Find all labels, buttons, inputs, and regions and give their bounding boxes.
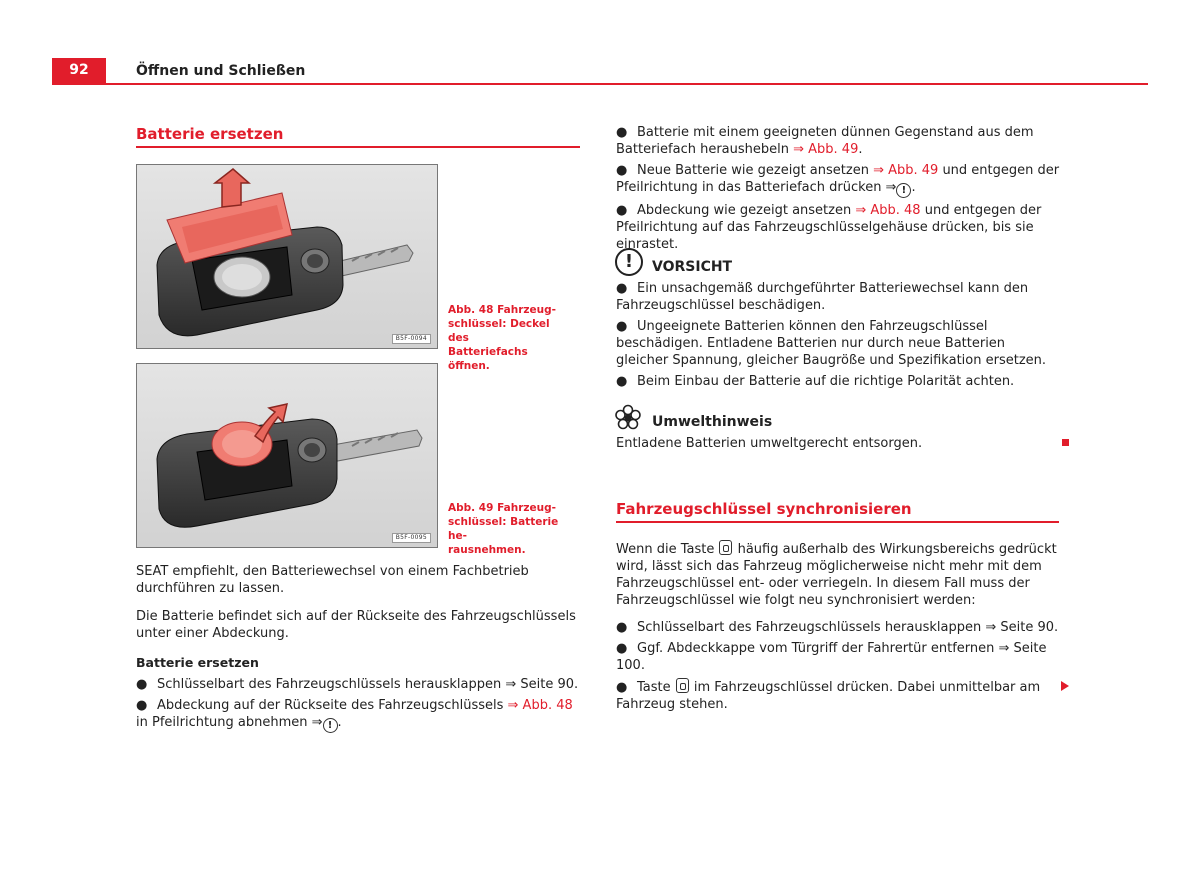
- step-text: Taste: [637, 680, 675, 695]
- environment-text: Entladene Batterien umweltgerecht entsorgen.: [616, 436, 923, 451]
- section-title-sync: Fahrzeugschlüssel synchronisieren: [616, 500, 912, 518]
- sync-intro-text: häufig außerhalb des Wirkungsbereichs gedrückt wird, lässt sich das Fahrzeug möglicherweise nicht mehr mit dem Fahrzeugschlüssel ent- oder verriegeln. In diesem Fall muss der Fahrzeugschlüssel wie folgt neu synchronisiert werden:: [616, 542, 1057, 608]
- figure-code: B5F-0094: [392, 334, 431, 344]
- step-text: .: [858, 142, 863, 157]
- end-square-icon: [1062, 439, 1069, 446]
- exclamation-circle-icon: !: [323, 718, 338, 733]
- list-item: [616, 373, 1060, 390]
- step-text: und entgegen der Pfeilrichtung in das Batteriefach drücken ⇒: [616, 163, 1060, 195]
- continue-arrow-icon: [1061, 681, 1069, 691]
- page-number: 92: [69, 62, 89, 78]
- step-text: in Pfeilrichtung abnehmen ⇒: [136, 715, 323, 730]
- step-text: Ggf. Abdeckkappe vom Türgriff der Fahrertür entfernen ⇒ Seite 100.: [616, 641, 1047, 673]
- bullet-icon: ●: [616, 281, 628, 296]
- warning-list: [616, 280, 1060, 394]
- list-item: [616, 162, 1060, 198]
- step-text: .: [911, 180, 916, 195]
- paragraph-battery-location: Die Batterie befindet sich auf der Rückseite des Fahrzeugschlüssels unter einer Abdeckung.: [136, 609, 576, 641]
- key-remove-battery-illustration: [137, 364, 437, 547]
- page-title: Öffnen und Schließen: [136, 63, 306, 79]
- list-item: [616, 124, 1060, 158]
- figure-49-caption: [448, 501, 568, 557]
- caption-line: Batteriefachs öffnen.: [448, 346, 528, 372]
- caption-line: rausnehmen.: [448, 544, 526, 556]
- caption-line: schlüssel: Deckel des: [448, 318, 550, 344]
- key-open-cover-illustration: [137, 165, 437, 348]
- warning-title: VORSICHT: [652, 259, 733, 275]
- list-item: [616, 619, 1060, 636]
- bullet-icon: ●: [616, 620, 628, 635]
- battery-steps-continued: [616, 124, 1060, 257]
- bullet-icon: ●: [616, 319, 628, 334]
- figure-49: [136, 363, 438, 548]
- bullet-icon: ●: [616, 680, 628, 695]
- list-item: [616, 202, 1060, 253]
- environment-title: Umwelthinweis: [652, 414, 773, 430]
- step-text: und entgegen der Pfeilrichtung auf das Fahrzeugschlüsselgehäuse drücken, bis sie einrastet.: [616, 203, 1042, 252]
- battery-steps-list: [136, 676, 580, 737]
- list-item: [616, 640, 1060, 674]
- flower-icon: [614, 404, 642, 432]
- list-item: [136, 697, 580, 733]
- section-title-battery: Batterie ersetzen: [136, 125, 284, 143]
- exclamation-circle-icon: !: [896, 183, 911, 198]
- warning-text: Ein unsachgemäß durchgeführter Batteriewechsel kann den Fahrzeugschlüssel beschädigen.: [616, 281, 1029, 313]
- section-rule: [616, 521, 1059, 523]
- list-item: [616, 318, 1060, 369]
- sync-intro-text: Wenn die Taste: [616, 542, 719, 557]
- step-text: Batterie mit einem geeigneten dünnen Gegenstand aus dem Batteriefach heraushebeln: [616, 125, 1034, 157]
- figure-reference-link[interactable]: ⇒ Abb. 49: [873, 163, 939, 178]
- step-text: Abdeckung auf der Rückseite des Fahrzeugschlüssels: [157, 698, 508, 713]
- step-text: Neue Batterie wie gezeigt ansetzen: [637, 163, 874, 178]
- step-text: im Fahrzeugschlüssel drücken. Dabei unmittelbar am Fahrzeug stehen.: [616, 680, 1041, 712]
- caption-line: Abb. 48 Fahrzeug-: [448, 304, 556, 316]
- figure-48: [136, 164, 438, 349]
- section-rule: [136, 146, 580, 148]
- step-text: Schlüsselbart des Fahrzeugschlüssels herausklappen ⇒ Seite 90.: [637, 620, 1059, 635]
- steps-heading: Batterie ersetzen: [136, 655, 259, 670]
- bullet-icon: ●: [616, 163, 628, 178]
- warning-icon: !: [615, 248, 643, 276]
- bullet-icon: ●: [136, 677, 148, 692]
- figure-reference-link[interactable]: ⇒ Abb. 49: [793, 142, 859, 157]
- bullet-icon: ●: [136, 698, 148, 713]
- caption-line: Abb. 49 Fahrzeug-: [448, 502, 556, 514]
- bullet-icon: ●: [616, 125, 628, 140]
- figure-code: B5F-0095: [392, 533, 431, 543]
- bullet-icon: ●: [616, 203, 628, 218]
- lock-key-icon: [676, 678, 689, 693]
- bullet-icon: ●: [616, 641, 628, 656]
- bullet-icon: ●: [616, 374, 628, 389]
- step-text: .: [337, 715, 342, 730]
- paragraph-recommendation: SEAT empfiehlt, den Batteriewechsel von einem Fachbetrieb durchführen zu lassen.: [136, 564, 529, 596]
- sync-intro: [616, 540, 1060, 609]
- list-item: [616, 678, 1060, 713]
- list-item: [616, 280, 1060, 314]
- sync-steps-list: [616, 619, 1060, 717]
- lock-key-icon: [719, 540, 732, 555]
- step-text: Schlüsselbart des Fahrzeugschlüssels herausklappen ⇒ Seite 90.: [157, 677, 579, 692]
- figure-reference-link[interactable]: ⇒ Abb. 48: [855, 203, 921, 218]
- list-item: [136, 676, 580, 693]
- warning-text: Beim Einbau der Batterie auf die richtige Polarität achten.: [637, 374, 1015, 389]
- warning-text: Ungeeignete Batterien können den Fahrzeugschlüssel beschädigen. Entladene Batterien nur durch neue Batterien gleicher Spannung, gleicher Baugröße und Spezifikation ersetzen.: [616, 319, 1047, 368]
- figure-reference-link[interactable]: ⇒ Abb. 48: [507, 698, 573, 713]
- figure-48-caption: [448, 303, 568, 373]
- header-rule: [52, 83, 1148, 85]
- caption-line: schlüssel: Batterie he-: [448, 516, 559, 542]
- step-text: Abdeckung wie gezeigt ansetzen: [637, 203, 856, 218]
